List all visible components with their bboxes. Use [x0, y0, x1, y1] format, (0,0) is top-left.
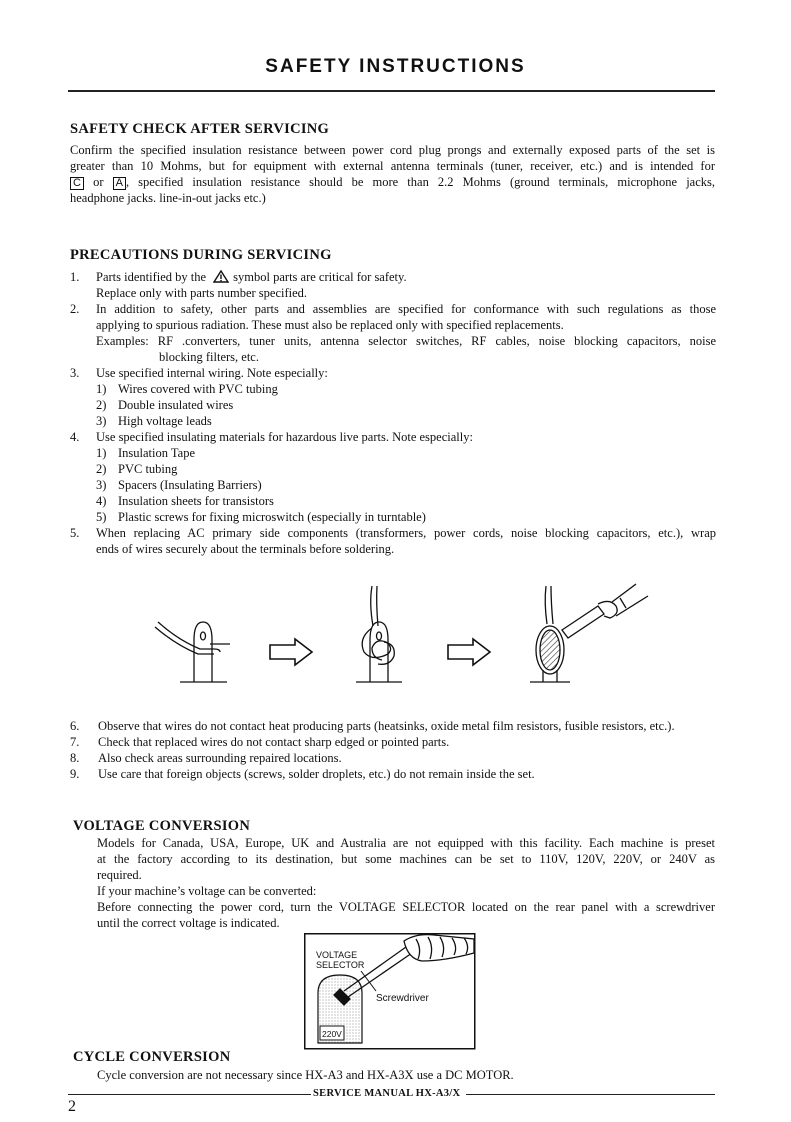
- subitem: 5) Plastic screws for fixing microswitch (especially in turntable): [96, 510, 426, 524]
- voltage-selector-label-line1: VOLTAGE: [316, 950, 358, 960]
- item2-text-d: blocking filters, etc.: [159, 350, 259, 364]
- precaution-item-5: [70, 525, 715, 541]
- safety-check-line1: Confirm the specified insulation resistance between power cord plug prongs and externally exposed parts of the set is: [70, 143, 715, 157]
- voltage-line4: If your machine’s voltage can be converted:: [97, 884, 317, 898]
- footer-rule-left: [68, 1094, 311, 1095]
- subitem: 3) High voltage leads: [96, 414, 212, 428]
- footer-manual-label: SERVICE MANUAL HX-A3/X: [313, 1088, 461, 1099]
- safety-check-heading: SAFETY CHECK AFTER SERVICING: [70, 121, 330, 137]
- item2-text-a: In addition to safety, other parts and assemblies are specified for conformance with such regulations as those: [96, 302, 716, 316]
- precautions-list: [70, 269, 715, 557]
- safety-check-line3-rest: , specified insulation resistance should be more than 2.2 Mohms (ground terminals, microphone jacks,: [125, 175, 715, 189]
- terminal-step3-graphic: [530, 584, 648, 682]
- item4-text: Use specified insulating materials for hazardous live parts. Note especially:: [96, 430, 473, 444]
- screwdriver-label: Screwdriver: [376, 993, 429, 1004]
- precaution-item-8: 8. Also check areas surrounding repaired locations.: [70, 751, 342, 765]
- voltage-selector-label-line2: SELECTOR: [316, 960, 365, 970]
- voltage-line5: Before connecting the power cord, turn the VOLTAGE SELECTOR located on the rear panel with a screwdriver: [97, 900, 715, 914]
- safety-check-line3: [70, 174, 715, 190]
- precaution-item-9: 9. Use care that foreign objects (screws, solder droplets, etc.) do not remain inside the set.: [70, 767, 535, 781]
- item2-text-c: Examples: RF .converters, tuner units, antenna selector switches, RF cables, noise blocking capacitors, noise: [96, 334, 716, 348]
- terminal-step2-graphic: [356, 586, 402, 682]
- warning-triangle-icon: [213, 270, 229, 283]
- item-number: 2.: [70, 302, 80, 316]
- voltage-line1: Models for Canada, USA, Europe, UK and Australia are not equipped with this facility. Each machine is preset: [97, 836, 715, 850]
- item1-text-b: symbol parts are critical for safety.: [233, 270, 407, 284]
- voltage-conversion-paragraph: [97, 835, 715, 931]
- voltage-line6: until the correct voltage is indicated.: [97, 916, 280, 930]
- title-divider: [68, 90, 715, 92]
- class-a-box: A: [113, 177, 126, 190]
- subitem: 2) PVC tubing: [96, 462, 178, 476]
- item3-text: Use specified internal wiring. Note especially:: [96, 366, 328, 380]
- item2-text-b: applying to spurious radiation. These must also be replaced only with specified replacements.: [96, 318, 564, 332]
- safety-check-line2: greater than 10 Mohms, but for equipment with external antenna terminals (tuner, receiver, etc.) and is intended for: [70, 159, 715, 173]
- voltage-conversion-heading: VOLTAGE CONVERSION: [73, 818, 251, 834]
- class-c-box: C: [70, 177, 84, 190]
- precaution-item-7: 7. Check that replaced wires do not contact sharp edged or pointed parts.: [70, 735, 450, 749]
- item5-text-a: When replacing AC primary side components (transformers, power cords, noise blocking capacitors, etc.), wrap: [96, 526, 716, 540]
- page-title: SAFETY INSTRUCTIONS: [265, 56, 526, 77]
- or-text: or: [93, 175, 104, 189]
- precautions-heading: PRECAUTIONS DURING SERVICING: [70, 247, 332, 263]
- cycle-conversion-heading: CYCLE CONVERSION: [73, 1049, 231, 1065]
- voltage-selector-figure: [304, 933, 476, 1051]
- precaution-item-3: [70, 365, 715, 381]
- terminal-step1-graphic: [155, 622, 230, 682]
- subitem: 1) Insulation Tape: [96, 446, 196, 460]
- footer-rule-right: [466, 1094, 715, 1095]
- precaution-item-4: [70, 429, 715, 445]
- cycle-conversion-text: Cycle conversion are not necessary since HX-A3 and HX-A3X use a DC MOTOR.: [97, 1068, 514, 1082]
- voltage-value-text: 220V: [322, 1029, 342, 1039]
- item-number: 5.: [70, 526, 80, 540]
- arrow-right-icon-1: [270, 639, 312, 665]
- wire-wrapping-illustration: [150, 578, 660, 686]
- safety-check-line4: headphone jacks. line-in-out jacks etc.): [70, 191, 266, 205]
- voltage-line2: at the factory according to its destination, but some machines can be set to 110V, 120V, 220V, or 240V as: [97, 852, 715, 866]
- subitem: 3) Spacers (Insulating Barriers): [96, 478, 262, 492]
- item5-text-b: ends of wires securely about the terminals before soldering.: [96, 542, 395, 556]
- subitem: 4) Insulation sheets for transistors: [96, 494, 274, 508]
- subitem: 2) Double insulated wires: [96, 398, 234, 412]
- voltage-line3: required.: [97, 868, 142, 882]
- footer: [68, 1088, 715, 1102]
- page-number: 2: [68, 1098, 76, 1115]
- safety-check-paragraph: [70, 142, 715, 206]
- item-number: 4.: [70, 430, 80, 444]
- item1-text-a: Parts identified by the: [96, 270, 207, 284]
- item1-text-c: Replace only with parts number specified.: [96, 286, 308, 300]
- precaution-item-2: [70, 301, 715, 317]
- item-number: 3.: [70, 366, 80, 380]
- item-number: 1.: [70, 270, 80, 284]
- arrow-right-icon-2: [448, 639, 490, 665]
- subitem: 1) Wires covered with PVC tubing: [96, 382, 278, 396]
- precautions-list-continued: [70, 718, 715, 782]
- precaution-item-1: [70, 269, 715, 285]
- precaution-item-6: 6. Observe that wires do not contact heat producing parts (heatsinks, oxide metal film resistors, fusible resistors, etc.).: [70, 719, 675, 733]
